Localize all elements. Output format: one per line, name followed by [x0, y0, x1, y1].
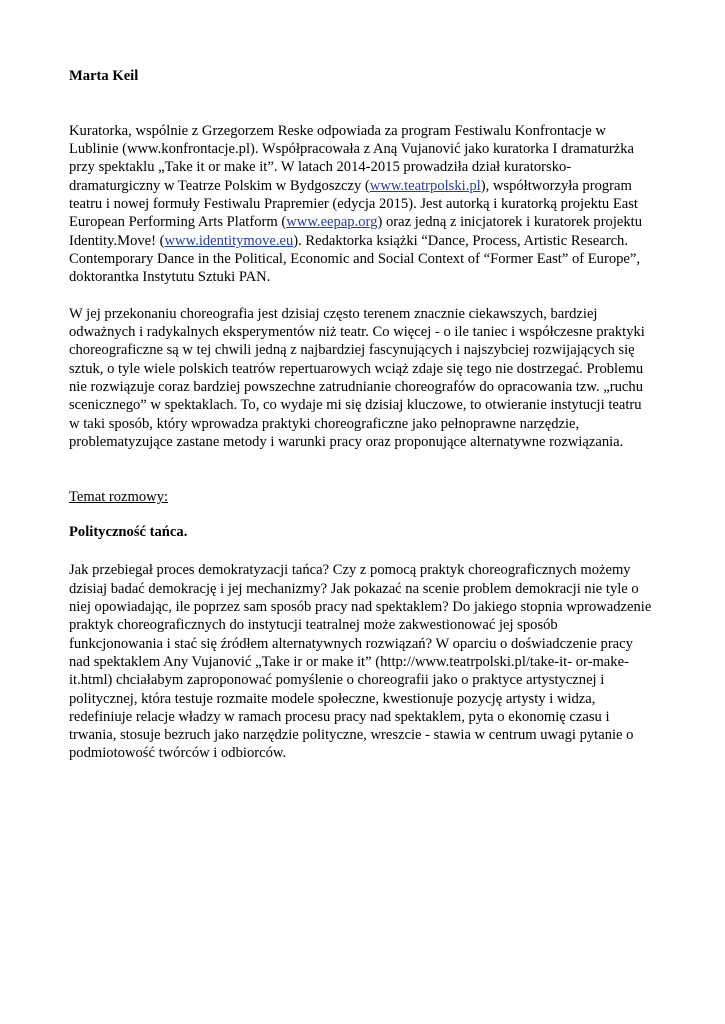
- topic-label: Temat rozmowy:: [69, 488, 169, 505]
- topic-description: Jak przebiegał proces demokratyzacji tańca? Czy z pomocą praktyk choreograficznych możemy dzisiaj badać demokrację i jej mechanizmy? Jak pokazać na scenie problem demokracji nie tyle o niej opowiadając, ile poprzez sam sposób pracy nad spektaklem? Do jakiego stopnia wprowadzenie praktyk choreograficznych do instytucji teatralnej może zakwestionować jej sposób funkcjonowania i stać się źródłem alternatywnych rozwiązań? W oparciu o doświadczenie pracy nad spektaklem Any Vujanović „Take ir or make it” (http://www.teatrpolski.pl/take-it- or-make- it.html) chciałabym zaproponować pomyślenie o choreografii jako o praktyce artystycznej i politycznej, która testuje rozmaite modele społeczne, kwestionuje pozycję artysty i widza, redefiniuje relacje władzy w ramach procesu pracy nad spektaklem, pyta o ekonomię czasu i trwania, stosuje bezruch jako narzędzie polityczne, wreszcie - stawia w centrum uwagi pytanie o podmiotowość twórców i odbiorców.: [69, 562, 652, 762]
- link-identitymove[interactable]: www.identitymove.eu: [164, 232, 294, 249]
- topic-title: Polityczność tańca.: [69, 524, 188, 541]
- bio-text: Kuratorka, wspólnie z Grzegorzem Reske odpowiada za program Festiwalu Konfrontacje w Lublinie (www.konfrontacje.pl). Współpracowała z Aną Vujanović jako kuratorka I dramaturżka przy spektaklu „Take it or make it”. W latach 2014-2015 prowadziła dział kuratorsko- dramaturgiczny w Teatrze Polskim w Bydgoszczy (: [69, 122, 634, 194]
- bio-text: ), współtworzyła program teatru i nowej formuły Festiwalu Prapremier (edycja 2015). Jest autorką i kuratorką projektu East European Performing Arts Platform (: [69, 177, 638, 231]
- link-eepap[interactable]: www.eepap.org: [286, 214, 378, 231]
- author-name: Marta Keil: [69, 68, 139, 84]
- bio-paragraph: [69, 104, 657, 287]
- opinion-paragraph: W jej przekonaniu choreografia jest dzisiaj często terenem znacznie ciekawszych, bardziej odważnych i radykalnych eksperymentów niż teatr. Co więcej - o ile taniec i współczesne praktyki choreograficzne są w tej chwili jedną z najbardziej fascynujących i najszybciej rozwijających się sztuk, o tyle wiele polskich teatrów repertuarowych wciąż zdaje się tego nie dostrzegać. Problemu nie rozwiązuje coraz bardziej powszechne zatrudnianie choreografów do opracowania tzw. „ruchu scenicznego” w spektaklach. To, co wydaje mi się dzisiaj kluczowe, to otwieranie instytucji teatru w taki sposób, który wprowadza praktyki choreograficzne jako pełnoprawne narzędzie, problematyzujące zastane metody i warunki pracy oraz proponujące alternatywne rozwiązania.: [69, 305, 645, 450]
- bio-text: ) oraz jedną z inicjatorek i kuratorek projektu Identity.Move! (: [69, 214, 643, 249]
- link-teatrpolski[interactable]: www.teatrpolski.pl: [369, 177, 481, 194]
- bio-text: ). Redaktorka książki “Dance, Process, Artistic Research. Contemporary Dance in the Political, Economic and Social Context of “Former East” of Europe”, doktorantka Instytutu Sztuki PAN.: [69, 232, 641, 286]
- document-page: [69, 67, 657, 781]
